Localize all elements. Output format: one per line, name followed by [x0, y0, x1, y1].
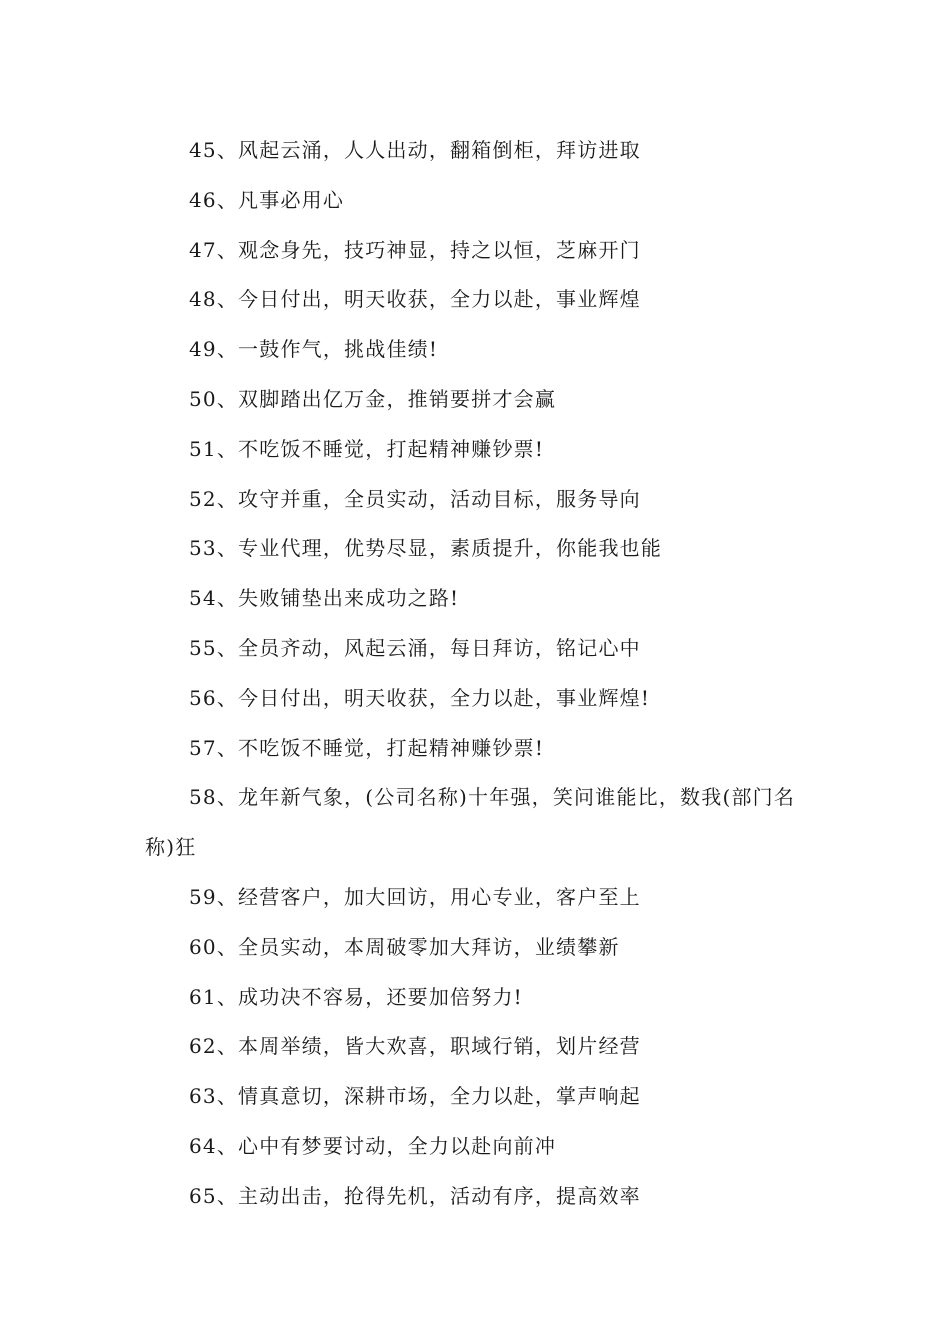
- slogan-58: 58、龙年新气象，(公司名称)十年强，笑问谁能比，数我(部门名称)狂: [145, 785, 796, 860]
- slogan-49: 49、一鼓作气，挑战佳绩!: [189, 337, 439, 362]
- slogan-list: [145, 126, 810, 1222]
- slogan-57: 57、不吃饭不睡觉，打起精神赚钞票!: [189, 735, 545, 760]
- slogan-64: 64、心中有梦要讨动，全力以赴向前冲: [189, 1133, 557, 1158]
- slogan-50: 50、双脚踏出亿万金，推销要拼才会赢: [189, 386, 557, 411]
- slogan-59: 59、经营客户，加大回访，用心专业，客户至上: [189, 884, 641, 909]
- slogan-55: 55、全员齐动，风起云涌，每日拜访，铭记心中: [189, 635, 641, 660]
- slogan-53: 53、专业代理，优势尽显，素质提升，你能我也能: [189, 536, 663, 561]
- slogan-51: 51、不吃饭不睡觉，打起精神赚钞票!: [189, 436, 545, 461]
- slogan-46: 46、凡事必用心: [189, 187, 345, 212]
- slogan-60: 60、全员实动，本周破零加大拜访，业绩攀新: [189, 934, 620, 959]
- slogan-54: 54、失败铺垫出来成功之路!: [189, 586, 460, 611]
- slogan-61: 61、成功决不容易，还要加倍努力!: [189, 984, 523, 1009]
- slogan-52: 52、攻守并重，全员实动，活动目标，服务导向: [189, 486, 641, 511]
- slogan-45: 45、风起云涌，人人出动，翻箱倒柜，拜访进取: [189, 138, 641, 162]
- slogan-56: 56、今日付出，明天收获，全力以赴，事业辉煌!: [189, 685, 651, 710]
- slogan-62: 62、本周举绩，皆大欢喜，职域行销，划片经营: [189, 1034, 641, 1059]
- slogan-48: 48、今日付出，明天收获，全力以赴，事业辉煌: [189, 287, 641, 312]
- slogan-63: 63、情真意切，深耕市场，全力以赴，掌声响起: [189, 1084, 641, 1109]
- slogan-47: 47、观念身先，技巧神显，持之以恒，芝麻开门: [189, 237, 641, 262]
- slogan-65: 65、主动出击，抢得先机，活动有序，提高效率: [189, 1183, 641, 1208]
